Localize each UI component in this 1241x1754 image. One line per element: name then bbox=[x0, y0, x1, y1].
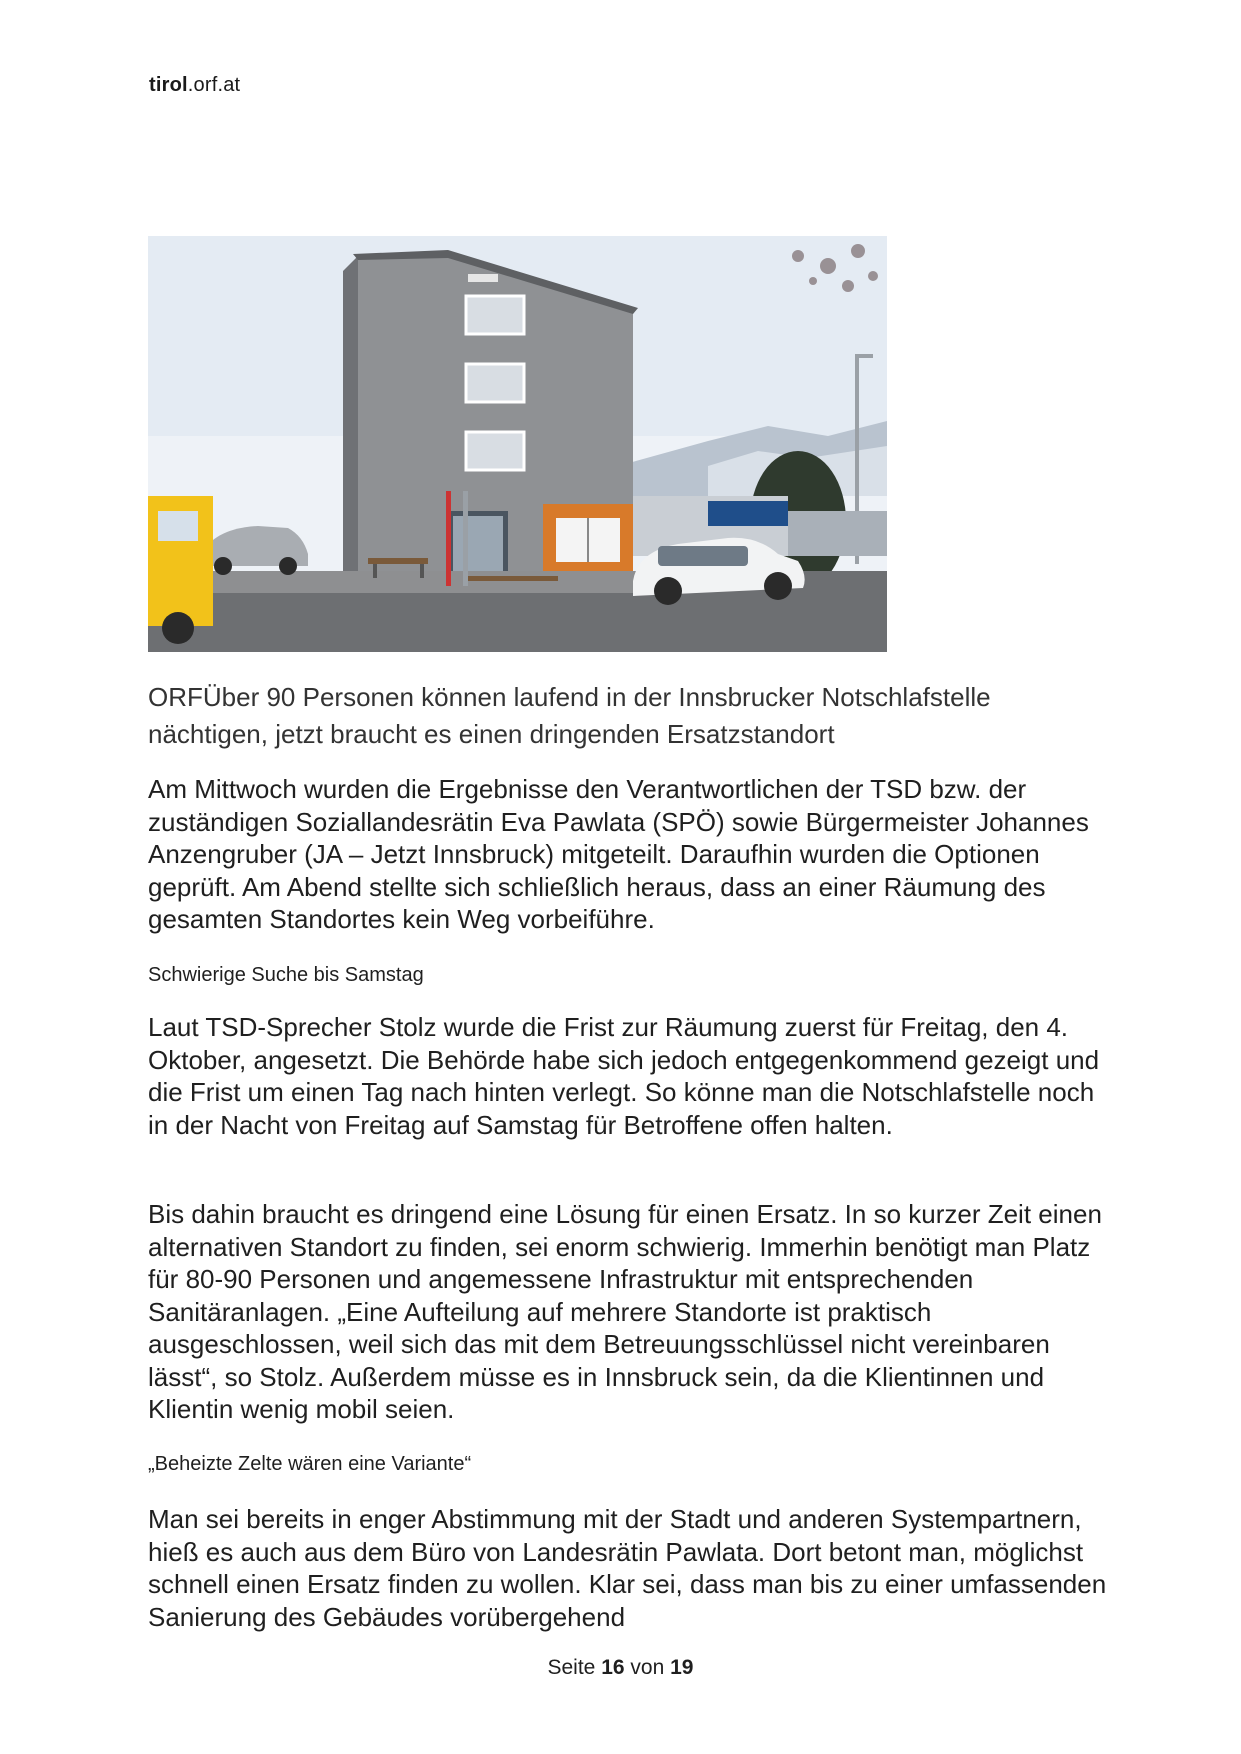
article-photo bbox=[148, 236, 887, 652]
footer-prefix: Seite bbox=[547, 1656, 596, 1679]
paragraph-3: Bis dahin braucht es dringend eine Lösung für einen Ersatz. In so kurzer Zeit einen alternativen Standort zu finden, sei enorm schwierig. Immerhin benötigt man Platz für 80-90 Personen und angemessene Infrastruktur mit entsprechenden Sanitäranlagen. „Eine Aufteilung auf mehrere Standorte ist praktisch ausgeschlossen, weil sich das mit dem Betreuungsschlüssel nicht vereinbaren lässt“, so Stolz. Außerdem müsse es in Innsbruck sein, da die Klientinnen und Klientin wenig mobil seien. bbox=[148, 1199, 1102, 1424]
photo-caption: ORFÜber 90 Personen können laufend in der Innsbrucker Notschlafstelle nächtigen, jetzt braucht es einen dringenden Ersatzstandort bbox=[148, 682, 991, 749]
paragraph-1: Am Mittwoch wurden die Ergebnisse den Verantwortlichen der TSD bzw. der zuständigen Soziallandesrätin Eva Pawlata (SPÖ) sowie Bürgermeister Johannes Anzengruber (JA – Jetzt Innsbruck) mitgeteilt. Daraufhin wurden die Optionen geprüft. Am Abend stellte sich schließlich heraus, dass an einer Räumung des gesamten Standortes kein Weg vorbeiführe. bbox=[148, 774, 1089, 934]
paragraph-2: Laut TSD-Sprecher Stolz wurde die Frist zur Räumung zuerst für Freitag, den 4. Oktober, angesetzt. Die Behörde habe sich jedoch entgegenkommend gezeigt und die Frist um einen Tag nach hinten verlegt. So könne man die Notschlafstelle noch in der Nacht von Freitag auf Samstag für Betroffene offen halten. bbox=[148, 1012, 1100, 1140]
page-footer bbox=[0, 1656, 1241, 1680]
footer-page-total: 19 bbox=[670, 1656, 694, 1679]
footer-separator: von bbox=[630, 1656, 665, 1679]
site-brand: tirol bbox=[149, 74, 188, 96]
building-photo-icon bbox=[148, 236, 887, 652]
footer-page-number: 16 bbox=[601, 1656, 625, 1679]
subheading-2: „Beheizte Zelte wären eine Variante“ bbox=[148, 1453, 472, 1475]
site-domain: .orf.at bbox=[187, 74, 241, 96]
paragraph-4: Man sei bereits in enger Abstimmung mit der Stadt und anderen Systempartnern, hieß es auch aus dem Büro von Landesrätin Pawlata. Dort betont man, möglichst schnell einen Ersatz finden zu wollen. Klar sei, dass man bis zu einer umfassenden Sanierung des Gebäudes vorübergehend bbox=[148, 1504, 1107, 1632]
site-header bbox=[149, 74, 240, 97]
subheading-1: Schwierige Suche bis Samstag bbox=[148, 964, 424, 986]
